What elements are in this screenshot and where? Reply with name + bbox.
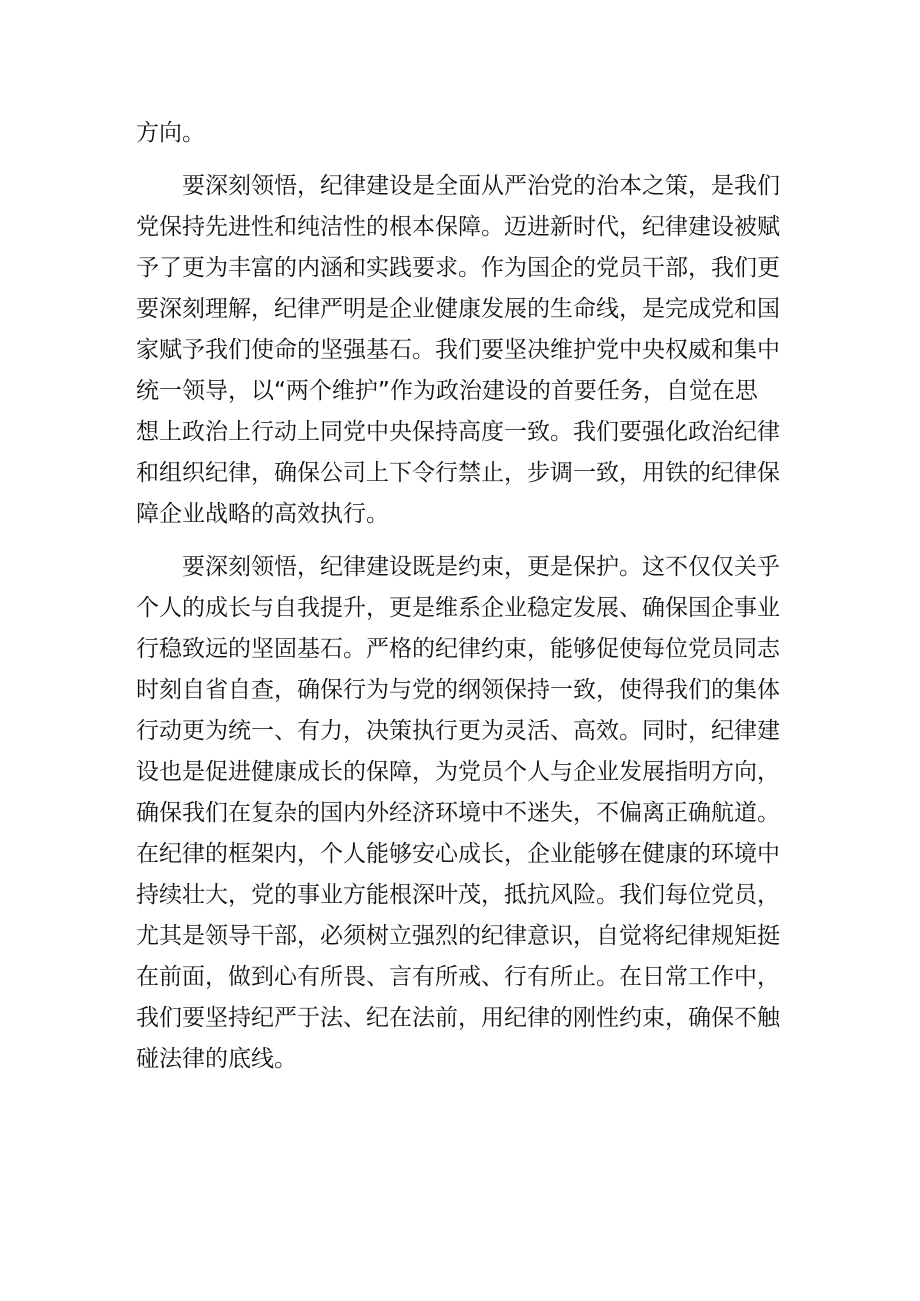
text-line: 行稳致远的坚固基石。严格的纪律约束，能够促使每位党员同志 [136, 636, 780, 662]
document-body [136, 113, 786, 1080]
text-line: 要深刻理解，纪律严明是企业健康发展的生命线，是完成党和国 [136, 296, 780, 322]
text-line: 我们要坚持纪严于法、纪在法前，用纪律的刚性约束，确保不触 [136, 1005, 780, 1031]
text-line: 障企业战略的高效执行。 [136, 501, 389, 527]
text-line: 在纪律的框架内，个人能够安心成长，企业能够在健康的环境中 [136, 841, 780, 867]
text-line: 和组织纪律，确保公司上下令行禁止，步调一致，用铁的纪律保 [136, 460, 780, 486]
text-line: 要深刻领悟，纪律建设既是约束，更是保护。这不仅仅关乎 [182, 554, 780, 580]
text-line: 时刻自省自查，确保行为与党的纲领保持一致，使得我们的集体 [136, 677, 780, 703]
text-line: 确保我们在复杂的国内外经济环境中不迷失，不偏离正确航道。 [136, 800, 780, 826]
text-line: 想上政治上行动上同党中央保持高度一致。我们要强化政治纪律 [136, 419, 780, 445]
text-line: 党保持先进性和纯洁性的根本保障。迈进新时代，纪律建设被赋 [136, 214, 780, 240]
text-line: 在前面，做到心有所畏、言有所戒、行有所止。在日常工作中， [136, 964, 780, 990]
paragraph-discipline-foundation [136, 166, 786, 535]
text-line: 设也是促进健康成长的保障，为党员个人与企业发展指明方向， [136, 759, 780, 785]
text-line: 予了更为丰富的内涵和实践要求。作为国企的党员干部，我们更 [136, 255, 780, 281]
text-line: 持续壮大，党的事业方能根深叶茂，抵抗风险。我们每位党员， [136, 882, 780, 908]
text-line: 方向。 [136, 120, 205, 146]
text-line: 个人的成长与自我提升，更是维系企业稳定发展、确保国企事业 [136, 595, 780, 621]
paragraph-continuation [136, 113, 786, 154]
text-line: 碰法律的底线。 [136, 1046, 297, 1072]
paragraph-discipline-protection [136, 547, 786, 1080]
text-line: 尤其是领导干部，必须树立强烈的纪律意识，自觉将纪律规矩挺 [136, 923, 780, 949]
text-line: 家赋予我们使命的坚强基石。我们要坚决维护党中央权威和集中 [136, 337, 780, 363]
text-line: 行动更为统一、有力，决策执行更为灵活、高效。同时，纪律建 [136, 718, 780, 744]
text-line: 要深刻领悟，纪律建设是全面从严治党的治本之策，是我们 [182, 173, 780, 199]
text-line: 统一领导，以“两个维护”作为政治建设的首要任务，自觉在思 [136, 378, 758, 404]
